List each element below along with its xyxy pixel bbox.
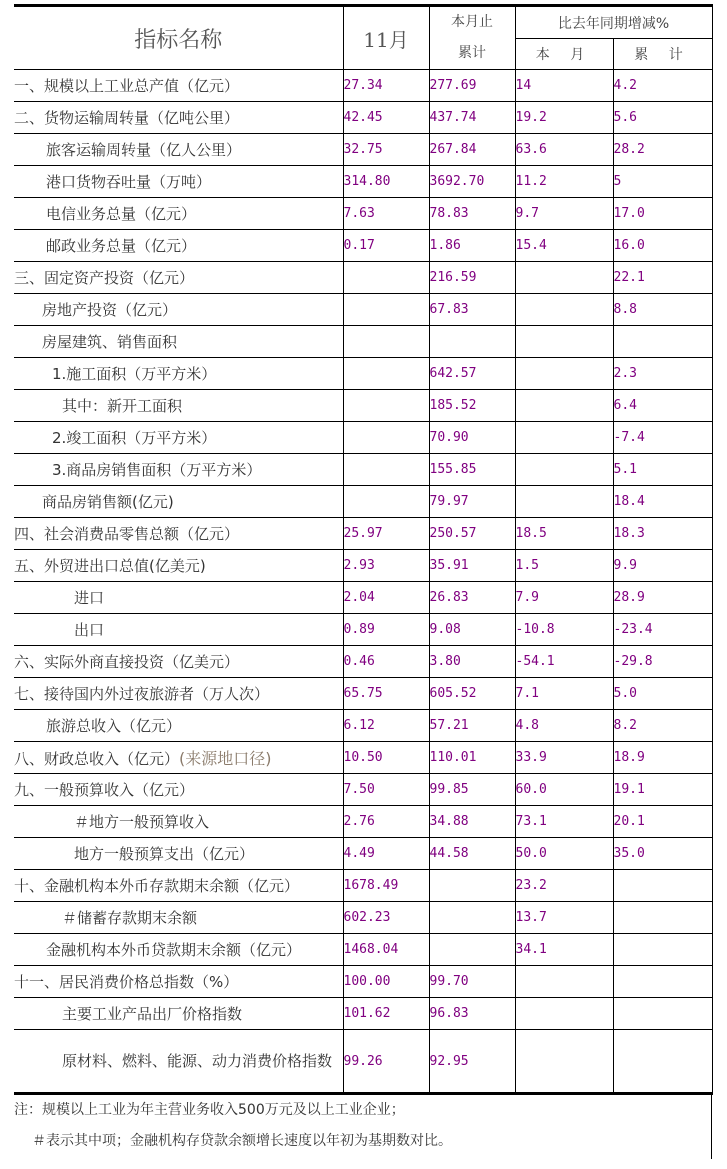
row-label-text: 原材料、燃料、能源、动力消费价格指数 [62, 1052, 333, 1070]
cell-yoy-month: 60.0 [515, 774, 613, 806]
table-row [14, 390, 712, 422]
cell-cumulative: 9.08 [429, 614, 515, 646]
cell-month: 4.49 [343, 838, 429, 870]
row-label: 进口 [14, 582, 343, 614]
table-row [14, 422, 712, 454]
row-label: 三、固定资产投资（亿元） [14, 262, 343, 294]
cell-month: 1678.49 [343, 870, 429, 902]
statistics-table [14, 4, 713, 1095]
row-label: 五、外贸进出口总值(亿美元) [14, 550, 343, 582]
cell-cumulative: 155.85 [429, 454, 515, 486]
row-label: 商品房销售额(亿元) [14, 486, 343, 518]
row-label: 十一、居民消费价格总指数（%） [14, 966, 343, 998]
cell-cumulative: 78.83 [429, 198, 515, 230]
cell-month: 1468.04 [343, 934, 429, 966]
row-label: 电信业务总量（亿元） [14, 198, 343, 230]
cell-yoy-month: 18.5 [515, 518, 613, 550]
cell-yoy-month: 14 [515, 70, 613, 102]
cell-yoy-cumulative [613, 998, 712, 1030]
cell-yoy-month: -54.1 [515, 646, 613, 678]
table-row [14, 134, 712, 166]
cell-yoy-month: 73.1 [515, 806, 613, 838]
cell-month: 27.34 [343, 70, 429, 102]
cell-month: 25.97 [343, 518, 429, 550]
footnote-line-1: 注：规模以上工业为年主营业务收入500万元及以上工业企业； [14, 1102, 405, 1118]
header-yoy-group: 比去年同期增减% [515, 6, 712, 39]
cell-yoy-cumulative: -23.4 [613, 614, 712, 646]
cell-month [343, 390, 429, 422]
cell-yoy-month: 9.7 [515, 198, 613, 230]
cell-cumulative: 92.95 [429, 1030, 515, 1094]
cell-month: 2.04 [343, 582, 429, 614]
cell-yoy-cumulative: 17.0 [613, 198, 712, 230]
cell-yoy-month [515, 422, 613, 454]
cell-cumulative: 44.58 [429, 838, 515, 870]
row-label: 十、金融机构本外币存款期末余额（亿元） [14, 870, 343, 902]
header-indicator-name: 指标名称 [14, 6, 343, 70]
cell-month: 2.93 [343, 550, 429, 582]
header-row [14, 6, 712, 39]
cell-yoy-cumulative: 16.0 [613, 230, 712, 262]
cell-month [343, 486, 429, 518]
row-label: 邮政业务总量（亿元） [14, 230, 343, 262]
cell-yoy-cumulative: 18.3 [613, 518, 712, 550]
row-label-main: 八、财政总收入（亿元） [14, 750, 180, 768]
cell-yoy-cumulative: 28.9 [613, 582, 712, 614]
cell-cumulative: 1.86 [429, 230, 515, 262]
cell-cumulative: 267.84 [429, 134, 515, 166]
cell-yoy-cumulative [613, 1030, 712, 1094]
table-row [14, 902, 712, 934]
cell-yoy-cumulative: 4.2 [613, 70, 712, 102]
cell-month: 42.45 [343, 102, 429, 134]
header-cumulative-line1: 本月止 [451, 14, 493, 30]
row-label: 九、一般预算收入（亿元） [14, 774, 343, 806]
row-label: 七、接待国内外过夜旅游者（万人次） [14, 678, 343, 710]
table-row [14, 582, 712, 614]
cell-yoy-cumulative: 35.0 [613, 838, 712, 870]
cell-cumulative: 3.80 [429, 646, 515, 678]
cell-month: 2.76 [343, 806, 429, 838]
footnote-line-2: ＃表示其中项；金融机构存贷款余额增长速度以年初为基期数对比。 [32, 1133, 452, 1149]
cell-yoy-month: 7.9 [515, 582, 613, 614]
cell-yoy-cumulative: 18.9 [613, 742, 712, 774]
table-row [14, 294, 712, 326]
cell-month: 10.50 [343, 742, 429, 774]
cell-yoy-cumulative: -7.4 [613, 422, 712, 454]
cell-yoy-month: 23.2 [515, 870, 613, 902]
row-label: ＃地方一般预算收入 [14, 806, 343, 838]
cell-yoy-cumulative: 9.9 [613, 550, 712, 582]
cell-cumulative [429, 902, 515, 934]
cell-month [343, 294, 429, 326]
table-row [14, 870, 712, 902]
cell-yoy-month: 63.6 [515, 134, 613, 166]
cell-month: 6.12 [343, 710, 429, 742]
header-yoy-month: 本 月 [515, 39, 613, 70]
cell-yoy-cumulative [613, 870, 712, 902]
cell-yoy-month: 34.1 [515, 934, 613, 966]
cell-yoy-cumulative: 6.4 [613, 390, 712, 422]
cell-yoy-cumulative: 8.8 [613, 294, 712, 326]
cell-yoy-month: 7.1 [515, 678, 613, 710]
table-row [14, 550, 712, 582]
cell-yoy-month [515, 486, 613, 518]
table-row [14, 486, 712, 518]
table-row [14, 774, 712, 806]
cell-cumulative: 642.57 [429, 358, 515, 390]
cell-yoy-cumulative: 5.6 [613, 102, 712, 134]
table-row [14, 70, 712, 102]
cell-yoy-cumulative: 28.2 [613, 134, 712, 166]
cell-yoy-month: 4.8 [515, 710, 613, 742]
cell-cumulative: 26.83 [429, 582, 515, 614]
cell-yoy-month: 19.2 [515, 102, 613, 134]
row-label: 港口货物吞吐量（万吨） [14, 166, 343, 198]
cell-yoy-month: -10.8 [515, 614, 613, 646]
cell-month [343, 326, 429, 358]
cell-month: 101.62 [343, 998, 429, 1030]
cell-yoy-month: 50.0 [515, 838, 613, 870]
cell-yoy-month: 13.7 [515, 902, 613, 934]
cell-month: 0.46 [343, 646, 429, 678]
cell-cumulative: 216.59 [429, 262, 515, 294]
row-label: 六、实际外商直接投资（亿美元） [14, 646, 343, 678]
cell-month [343, 262, 429, 294]
row-label: 出口 [14, 614, 343, 646]
table-row [14, 838, 712, 870]
table-row [14, 1030, 712, 1094]
cell-cumulative: 67.83 [429, 294, 515, 326]
statistics-table-container [14, 4, 712, 1095]
row-label: 二、货物运输周转量（亿吨公里） [14, 102, 343, 134]
cell-month: 32.75 [343, 134, 429, 166]
cell-yoy-cumulative [613, 326, 712, 358]
row-label: 地方一般预算支出（亿元） [14, 838, 343, 870]
cell-month [343, 358, 429, 390]
row-label: 主要工业产品出厂价格指数 [14, 998, 343, 1030]
row-label: 3.商品房销售面积（万平方米） [14, 454, 343, 486]
cell-cumulative: 34.88 [429, 806, 515, 838]
cell-cumulative: 79.97 [429, 486, 515, 518]
row-label: 一、规模以上工业总产值（亿元） [14, 70, 343, 102]
table-row [14, 998, 712, 1030]
cell-cumulative: 70.90 [429, 422, 515, 454]
cell-cumulative: 96.83 [429, 998, 515, 1030]
row-label: 旅客运输周转量（亿人公里） [14, 134, 343, 166]
table-row [14, 806, 712, 838]
cell-yoy-cumulative: 8.2 [613, 710, 712, 742]
cell-yoy-month [515, 998, 613, 1030]
cell-month: 100.00 [343, 966, 429, 998]
cell-cumulative: 99.70 [429, 966, 515, 998]
cell-cumulative [429, 870, 515, 902]
header-cumulative [429, 6, 515, 70]
cell-yoy-month [515, 262, 613, 294]
row-label: 房屋建筑、销售面积 [14, 326, 343, 358]
cell-yoy-month [515, 294, 613, 326]
cell-month: 7.50 [343, 774, 429, 806]
cell-yoy-month: 11.2 [515, 166, 613, 198]
header-cumulative-line2: 累计 [458, 45, 486, 61]
table-row [14, 646, 712, 678]
cell-yoy-month: 1.5 [515, 550, 613, 582]
cell-month: 314.80 [343, 166, 429, 198]
cell-yoy-cumulative: 18.4 [613, 486, 712, 518]
row-label: ＃储蓄存款期末余额 [14, 902, 343, 934]
cell-month: 65.75 [343, 678, 429, 710]
cell-yoy-cumulative: 5.1 [613, 454, 712, 486]
cell-cumulative: 99.85 [429, 774, 515, 806]
cell-cumulative: 35.91 [429, 550, 515, 582]
cell-month [343, 454, 429, 486]
cell-cumulative [429, 934, 515, 966]
cell-yoy-month [515, 966, 613, 998]
table-row [14, 166, 712, 198]
cell-cumulative: 605.52 [429, 678, 515, 710]
table-row [14, 710, 712, 742]
table-row [14, 326, 712, 358]
cell-cumulative [429, 326, 515, 358]
table-row [14, 454, 712, 486]
cell-cumulative: 110.01 [429, 742, 515, 774]
row-label: 其中：新开工面积 [14, 390, 343, 422]
cell-cumulative: 277.69 [429, 70, 515, 102]
cell-yoy-cumulative: 5.0 [613, 678, 712, 710]
cell-month: 0.89 [343, 614, 429, 646]
row-label [14, 742, 343, 774]
row-label: 旅游总收入（亿元） [14, 710, 343, 742]
row-label: 金融机构本外币贷款期末余额（亿元） [14, 934, 343, 966]
row-label: 2.竣工面积（万平方米） [14, 422, 343, 454]
cell-yoy-cumulative: 20.1 [613, 806, 712, 838]
row-label: 房地产投资（亿元） [14, 294, 343, 326]
cell-month [343, 422, 429, 454]
table-row [14, 518, 712, 550]
cell-yoy-cumulative: 5 [613, 166, 712, 198]
cell-yoy-cumulative: 2.3 [613, 358, 712, 390]
table-row [14, 230, 712, 262]
row-label-source-note: (来源地口径) [179, 749, 272, 768]
table-row [14, 678, 712, 710]
cell-cumulative: 185.52 [429, 390, 515, 422]
cell-yoy-month [515, 326, 613, 358]
cell-yoy-month [515, 1030, 613, 1094]
cell-yoy-cumulative: 19.1 [613, 774, 712, 806]
cell-yoy-cumulative: 22.1 [613, 262, 712, 294]
footnotes [14, 1095, 712, 1159]
cell-yoy-month: 33.9 [515, 742, 613, 774]
cell-yoy-cumulative [613, 934, 712, 966]
cell-yoy-cumulative: -29.8 [613, 646, 712, 678]
cell-cumulative: 437.74 [429, 102, 515, 134]
table-row [14, 198, 712, 230]
header-yoy-cumulative: 累 计 [613, 39, 712, 70]
table-row [14, 102, 712, 134]
table-row [14, 262, 712, 294]
cell-cumulative: 3692.70 [429, 166, 515, 198]
cell-yoy-month: 15.4 [515, 230, 613, 262]
table-row [14, 966, 712, 998]
cell-month: 99.26 [343, 1030, 429, 1094]
row-label: 1.施工面积（万平方米） [14, 358, 343, 390]
cell-cumulative: 57.21 [429, 710, 515, 742]
cell-month: 602.23 [343, 902, 429, 934]
cell-yoy-month [515, 390, 613, 422]
table-row [14, 614, 712, 646]
row-label: 四、社会消费品零售总额（亿元） [14, 518, 343, 550]
table-row [14, 934, 712, 966]
row-label [14, 1030, 343, 1094]
cell-month: 0.17 [343, 230, 429, 262]
cell-yoy-month [515, 358, 613, 390]
table-row [14, 358, 712, 390]
header-month: 11月 [343, 6, 429, 70]
cell-yoy-month [515, 454, 613, 486]
cell-yoy-cumulative [613, 966, 712, 998]
table-row [14, 742, 712, 774]
cell-month: 7.63 [343, 198, 429, 230]
cell-cumulative: 250.57 [429, 518, 515, 550]
cell-yoy-cumulative [613, 902, 712, 934]
